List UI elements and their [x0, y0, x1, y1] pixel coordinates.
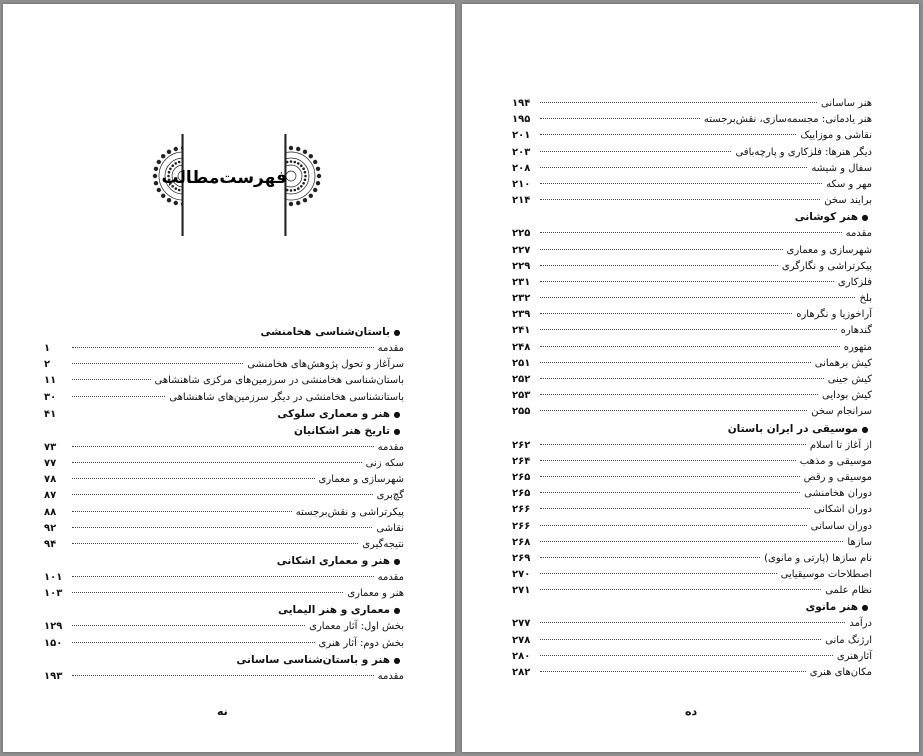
dot-leader — [72, 446, 374, 447]
page-number: نه — [217, 705, 228, 718]
toc-entry-title: آثارهنری — [836, 650, 872, 662]
toc-entry — [512, 486, 872, 502]
toc-entry — [512, 323, 872, 339]
toc-entry-page-number: ۲ — [44, 359, 51, 371]
toc-entry-title: آراخوزیا و نگرهاره — [796, 309, 872, 321]
dot-leader — [540, 313, 792, 314]
toc-section-heading — [44, 602, 404, 619]
dot-leader — [540, 394, 818, 395]
toc-entry-title: بخش اول: آثار معماری — [309, 621, 404, 633]
toc-entry-title: هنر ساسانی — [821, 98, 872, 109]
toc-entry — [512, 177, 872, 193]
dot-leader — [540, 639, 821, 640]
toc-entry-page-number: ۲۶۲ — [512, 439, 531, 451]
toc-entry — [512, 583, 872, 599]
dot-leader — [72, 462, 362, 463]
toc-entry-title: سرآغاز و تحول پژوهش‌های هخامنشی — [247, 359, 404, 371]
toc-entry-title: هنر یادمانی: مجسمه‌سازی، نقش‌برجسته — [703, 114, 872, 126]
toc-entry-page-number: ۲۸۲ — [512, 667, 531, 678]
dot-leader — [540, 444, 806, 445]
dot-leader — [540, 557, 760, 558]
toc-entry-page-number: ۲۶۴ — [512, 455, 531, 467]
dot-leader — [72, 576, 374, 577]
toc-entry-title: گچ‌بری — [376, 490, 404, 502]
toc-entry — [512, 356, 872, 372]
toc-entry — [44, 636, 404, 652]
toc-list-left — [44, 324, 404, 685]
toc-entry — [512, 193, 872, 209]
toc-entry-page-number: ۴۱ — [44, 408, 57, 420]
dot-leader — [72, 527, 372, 528]
toc-entry-title: بخش دوم: آثار هنری — [318, 637, 404, 649]
toc-entry-page-number: ۱۹۳ — [44, 670, 63, 682]
toc-entry — [512, 535, 872, 551]
toc-entry — [512, 470, 872, 486]
toc-entry-title: هنر کوشانی — [794, 211, 858, 224]
toc-heading: فهرست‌مطالب — [161, 168, 287, 188]
toc-section-heading — [44, 406, 404, 423]
toc-entry-page-number: ۲۶۶ — [512, 520, 531, 532]
toc-entry-title: درآمد — [849, 618, 872, 630]
toc-entry-title: پیکرتراشی و نقش‌برجسته — [295, 506, 404, 518]
bullet-icon: ● — [393, 655, 401, 665]
toc-entry-title: دوران هخامنشی — [804, 488, 872, 500]
dot-leader — [540, 492, 800, 493]
dot-leader — [72, 642, 315, 643]
toc-entry-title: هنر مانوی — [805, 601, 858, 614]
toc-entry — [44, 488, 404, 504]
dot-leader — [72, 543, 358, 544]
dot-leader — [540, 297, 855, 298]
toc-section-heading — [44, 423, 404, 440]
toc-entry-title: نقاشی — [376, 522, 404, 534]
toc-entry-title: موسیقی و رقص — [803, 471, 872, 483]
toc-entry — [512, 307, 872, 323]
dot-leader — [540, 134, 796, 135]
dot-leader — [72, 675, 374, 676]
bullet-icon: ● — [861, 213, 869, 223]
dot-leader — [72, 478, 315, 479]
toc-entry-page-number: ۱۲۹ — [44, 621, 63, 633]
toc-entry-title: نقاشی و موزاییک — [800, 130, 872, 142]
toc-entry — [512, 519, 872, 535]
toc-entry-title: نام سازها (پارتی و مانوی) — [764, 552, 872, 564]
toc-entry-title: فلزکاری — [837, 276, 872, 288]
toc-entry-title: تاریخ هنر اشکانیان — [294, 424, 390, 437]
toc-entry-title: هنر و باستان‌شناسی ساسانی — [236, 653, 390, 666]
toc-entry-title: کیش بودایی — [821, 390, 872, 402]
toc-entry-page-number: ۲۳۹ — [512, 309, 531, 321]
dot-leader — [540, 151, 731, 152]
dot-leader — [540, 265, 778, 266]
toc-entry — [44, 440, 404, 456]
toc-entry-page-number: ۹۴ — [44, 538, 57, 550]
toc-entry-page-number: ۱۹۴ — [512, 98, 531, 109]
toc-entry-page-number: ۸۷ — [44, 490, 57, 502]
toc-entry — [512, 275, 872, 291]
toc-entry-title: موسیقی در ایران باستان — [727, 422, 858, 435]
toc-entry-page-number: ۲۷۰ — [512, 569, 531, 581]
toc-entry-title: کیش برهمانی — [814, 357, 872, 369]
toc-entry-page-number: ۲۷۷ — [512, 618, 531, 630]
toc-entry-page-number: ۲۳۱ — [512, 276, 531, 288]
toc-entry-title: کیش جینی — [827, 374, 872, 385]
toc-entry-title: دیگر هنرها: فلزکاری و پارچه‌بافی — [735, 146, 872, 158]
toc-entry-page-number: ۷۳ — [44, 441, 57, 453]
toc-entry-title: شهرسازی و معماری — [318, 474, 404, 486]
toc-entry — [44, 570, 404, 586]
toc-entry — [44, 586, 404, 602]
dot-leader — [72, 347, 374, 348]
toc-entry — [512, 665, 872, 681]
toc-section-heading — [44, 553, 404, 570]
toc-entry-page-number: ۱۰۳ — [44, 588, 63, 600]
toc-entry-page-number: ۲۵۳ — [512, 390, 531, 402]
toc-entry — [512, 243, 872, 259]
toc-entry — [512, 438, 872, 454]
toc-section-heading — [512, 421, 872, 438]
dot-leader — [540, 410, 807, 411]
toc-entry-title: نظام علمی — [825, 585, 872, 597]
toc-entry-title: مهر و سکه — [826, 178, 872, 190]
toc-entry — [512, 502, 872, 518]
toc-entry — [512, 112, 872, 128]
toc-entry-page-number: ۷۷ — [44, 457, 57, 469]
toc-entry-page-number: ۲۱۰ — [512, 178, 531, 190]
toc-entry-page-number: ۲۲۷ — [512, 244, 531, 256]
toc-entry-title: موسیقی و مذهب — [799, 455, 872, 467]
toc-section-heading — [512, 209, 872, 226]
left-page — [3, 4, 455, 752]
bullet-icon: ● — [393, 426, 401, 436]
toc-entry — [44, 472, 404, 488]
dot-leader — [72, 592, 343, 593]
toc-entry-page-number: ۲۶۵ — [512, 471, 531, 483]
toc-entry-title: مقدمه — [377, 572, 404, 584]
toc-entry-title: دوران ساسانی — [810, 520, 872, 532]
dot-leader — [540, 476, 800, 477]
toc-entry-title: معماری و هنر الیمایی — [277, 604, 390, 617]
dot-leader — [72, 363, 243, 364]
dot-leader — [540, 232, 842, 233]
toc-entry-page-number: ۲۰۸ — [512, 162, 531, 174]
toc-entry-title: مکان‌های هنری — [809, 667, 872, 678]
bullet-icon: ● — [393, 328, 401, 337]
dot-leader — [540, 378, 824, 379]
toc-entry — [512, 454, 872, 470]
toc-list-right — [512, 96, 872, 681]
toc-entry-title: پیکرتراشی و نگارگری — [781, 260, 872, 272]
toc-entry — [44, 619, 404, 635]
toc-entry-page-number: ۲۷۱ — [512, 585, 531, 597]
toc-entry-page-number: ۱۰۱ — [44, 572, 63, 584]
toc-section-heading — [512, 599, 872, 616]
toc-entry-title: گندهاره — [840, 325, 872, 337]
dot-leader — [540, 118, 700, 119]
toc-entry — [44, 357, 404, 373]
toc-entry-title: باستان‌شناسی هخامنشی در سرزمین‌های مرکزی شاهنشاهی — [154, 375, 404, 387]
toc-entry-page-number: ۲۸۰ — [512, 650, 531, 662]
toc-entry-title: مقدمه — [845, 228, 872, 240]
toc-entry-title: مقدمه — [377, 343, 404, 354]
dot-leader — [72, 494, 373, 495]
toc-entry-title: سکه زنی — [365, 457, 404, 469]
toc-entry-title: برایند سخن — [824, 195, 872, 207]
toc-entry-page-number: ۱ — [44, 343, 51, 354]
dot-leader — [540, 589, 821, 590]
toc-entry-page-number: ۲۵۱ — [512, 357, 531, 369]
toc-entry-title: هنر و معماری سلوکی — [277, 407, 390, 420]
bullet-icon: ● — [861, 424, 869, 434]
dot-leader — [540, 281, 834, 282]
toc-entry — [44, 505, 404, 521]
dot-leader — [540, 655, 833, 656]
toc-entry-page-number: ۲۶۸ — [512, 536, 531, 548]
toc-entry — [512, 145, 872, 161]
dot-leader — [540, 183, 822, 184]
toc-entry — [44, 521, 404, 537]
toc-entry — [512, 259, 872, 275]
dot-leader — [540, 199, 820, 200]
toc-section-heading — [44, 652, 404, 669]
toc-entry — [512, 567, 872, 583]
dot-leader — [72, 396, 165, 397]
toc-entry-page-number: ۹۲ — [44, 522, 57, 534]
toc-entry-page-number: ۲۱۴ — [512, 195, 531, 207]
toc-entry-page-number: ۱۹۵ — [512, 114, 531, 126]
toc-entry — [512, 551, 872, 567]
toc-entry-page-number: ۲۴۸ — [512, 341, 531, 353]
toc-entry-page-number: ۲۵۵ — [512, 406, 531, 418]
toc-entry — [512, 226, 872, 242]
toc-entry-title: سفال و شیشه — [811, 162, 872, 174]
dot-leader — [540, 671, 806, 672]
toc-entry-title: هنر و معماری — [347, 588, 404, 600]
dot-leader — [540, 508, 810, 509]
toc-entry-title: مقدمه — [377, 670, 404, 682]
toc-entry — [512, 388, 872, 404]
page-number: ده — [685, 705, 698, 718]
bullet-icon: ● — [393, 557, 401, 567]
toc-entry-page-number: ۲۶۵ — [512, 488, 531, 500]
toc-entry — [512, 291, 872, 307]
dot-leader — [72, 625, 305, 626]
bullet-icon: ● — [861, 603, 869, 613]
toc-entry-title: سازها — [847, 536, 872, 548]
toc-entry-page-number: ۱۱ — [44, 375, 57, 387]
toc-entry — [512, 633, 872, 649]
toc-entry-page-number: ۸۸ — [44, 506, 57, 518]
toc-entry-page-number: ۷۸ — [44, 474, 57, 486]
toc-entry — [512, 649, 872, 665]
toc-entry — [512, 128, 872, 144]
dot-leader — [540, 329, 837, 330]
dot-leader — [540, 541, 843, 542]
toc-entry — [44, 537, 404, 553]
toc-entry-title: ارژنگ مانی — [825, 634, 872, 646]
toc-entry-page-number: ۲۳۲ — [512, 293, 531, 305]
toc-entry-title: شهرسازی و معماری — [786, 244, 872, 256]
dot-leader — [540, 525, 807, 526]
toc-entry-title: نتیجه‌گیری — [362, 538, 404, 550]
toc-entry — [512, 340, 872, 356]
toc-entry-title: هنر و معماری اشکانی — [276, 555, 390, 568]
toc-entry-page-number: ۲۰۱ — [512, 130, 531, 142]
toc-section-heading — [44, 324, 404, 341]
toc-entry — [44, 373, 404, 389]
toc-entry — [512, 372, 872, 388]
toc-entry-title: اصطلاحات موسیقیایی — [780, 569, 872, 581]
dot-leader — [540, 622, 845, 623]
dot-leader — [540, 460, 796, 461]
dot-leader — [72, 511, 292, 512]
dot-leader — [540, 249, 783, 250]
toc-entry-title: باستان‌شناسی هخامنشی — [260, 326, 390, 338]
toc-entry-page-number: ۲۲۹ — [512, 260, 531, 272]
toc-entry-page-number: ۱۵۰ — [44, 637, 63, 649]
dot-leader — [540, 167, 807, 168]
toc-entry-page-number: ۲۵۲ — [512, 374, 531, 385]
toc-entry-page-number: ۲۷۸ — [512, 634, 531, 646]
toc-entry — [512, 616, 872, 632]
toc-entry-page-number: ۲۶۹ — [512, 552, 531, 564]
toc-entry-title: متهوره — [843, 341, 872, 353]
toc-entry — [512, 161, 872, 177]
dot-leader — [540, 362, 811, 363]
toc-entry — [44, 341, 404, 357]
toc-entry-page-number: ۲۰۳ — [512, 146, 531, 158]
toc-entry — [44, 669, 404, 685]
toc-entry — [44, 390, 404, 406]
toc-entry-title: باستانشناسی هخامنشی در دیگر سرزمین‌های شاهنشاهی — [169, 391, 404, 403]
toc-entry — [44, 456, 404, 472]
toc-entry-page-number: ۲۴۱ — [512, 325, 531, 337]
toc-entry-page-number: ۲۲۵ — [512, 228, 531, 240]
toc-entry — [512, 96, 872, 112]
right-page — [462, 4, 919, 752]
dot-leader — [540, 346, 840, 347]
toc-entry-page-number: ۳۰ — [44, 391, 57, 403]
toc-entry-title: مقدمه — [377, 441, 404, 453]
toc-entry-title: سرانجام سخن — [811, 406, 872, 418]
toc-entry-page-number: ۲۶۶ — [512, 504, 531, 516]
dot-leader — [72, 379, 151, 380]
dot-leader — [540, 102, 817, 103]
toc-entry — [512, 404, 872, 420]
dot-leader — [540, 573, 777, 574]
toc-entry-title: بلخ — [859, 293, 872, 305]
toc-entry-title: از آغاز تا اسلام — [809, 439, 872, 451]
toc-entry-title: دوران اشکانی — [813, 504, 872, 516]
bullet-icon: ● — [393, 606, 401, 616]
bullet-icon: ● — [393, 409, 401, 419]
